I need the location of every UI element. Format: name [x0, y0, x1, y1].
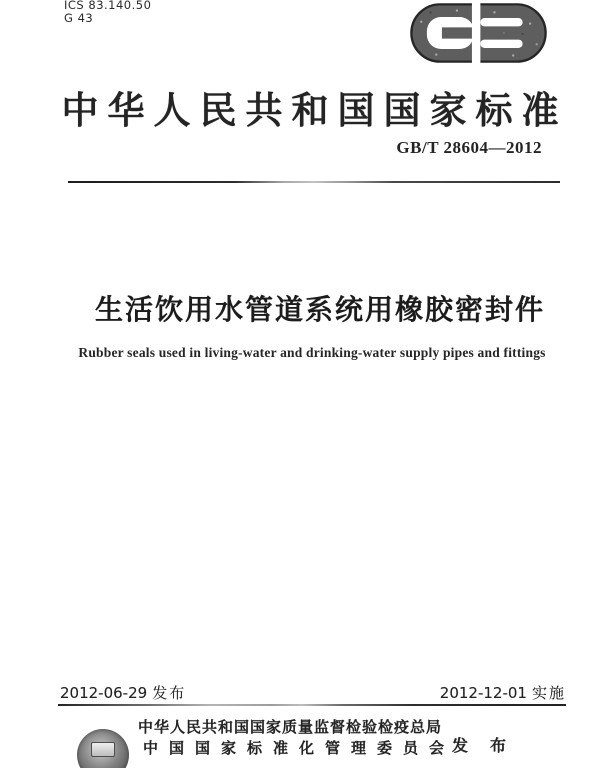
implement-date-value: 2012-12-01 [439, 684, 527, 702]
title-english: Rubber seals used in living-water and drinking-water supply pipes and fittings [78, 345, 546, 360]
issue-date-value: 2012-06-29 [60, 684, 148, 702]
ics-block [64, 0, 151, 25]
issue-date [60, 682, 186, 703]
standard-name: 中华人民共和国国家标准 [61, 91, 568, 132]
gb-logo-graphic [410, 2, 547, 64]
implement-date-label: 实施 [531, 684, 566, 702]
gb-logo-icon [410, 2, 547, 64]
standard-code: GB/T 28604—2012 [396, 138, 542, 157]
implement-date [440, 682, 566, 703]
publish-label: 发 布 [452, 738, 516, 755]
footer-rule [58, 704, 566, 706]
issuer-block [133, 718, 456, 760]
national-emblem-icon [77, 729, 129, 768]
title-chinese: 生活饮用水管道系统用橡胶密封件 [94, 293, 545, 326]
issuer-line-2: 中国国家标准化管理委员会 [143, 741, 456, 757]
issue-date-label: 发布 [152, 684, 187, 702]
header-rule [68, 181, 560, 183]
issuer-line-1: 中华人民共和国国家质量监督检验检疫总局 [137, 720, 442, 736]
date-row [60, 682, 566, 703]
ics-code: ICS 83.140.50 [64, 0, 152, 12]
doc-class-code: G 43 [64, 11, 94, 25]
emblem-detail [91, 742, 115, 757]
